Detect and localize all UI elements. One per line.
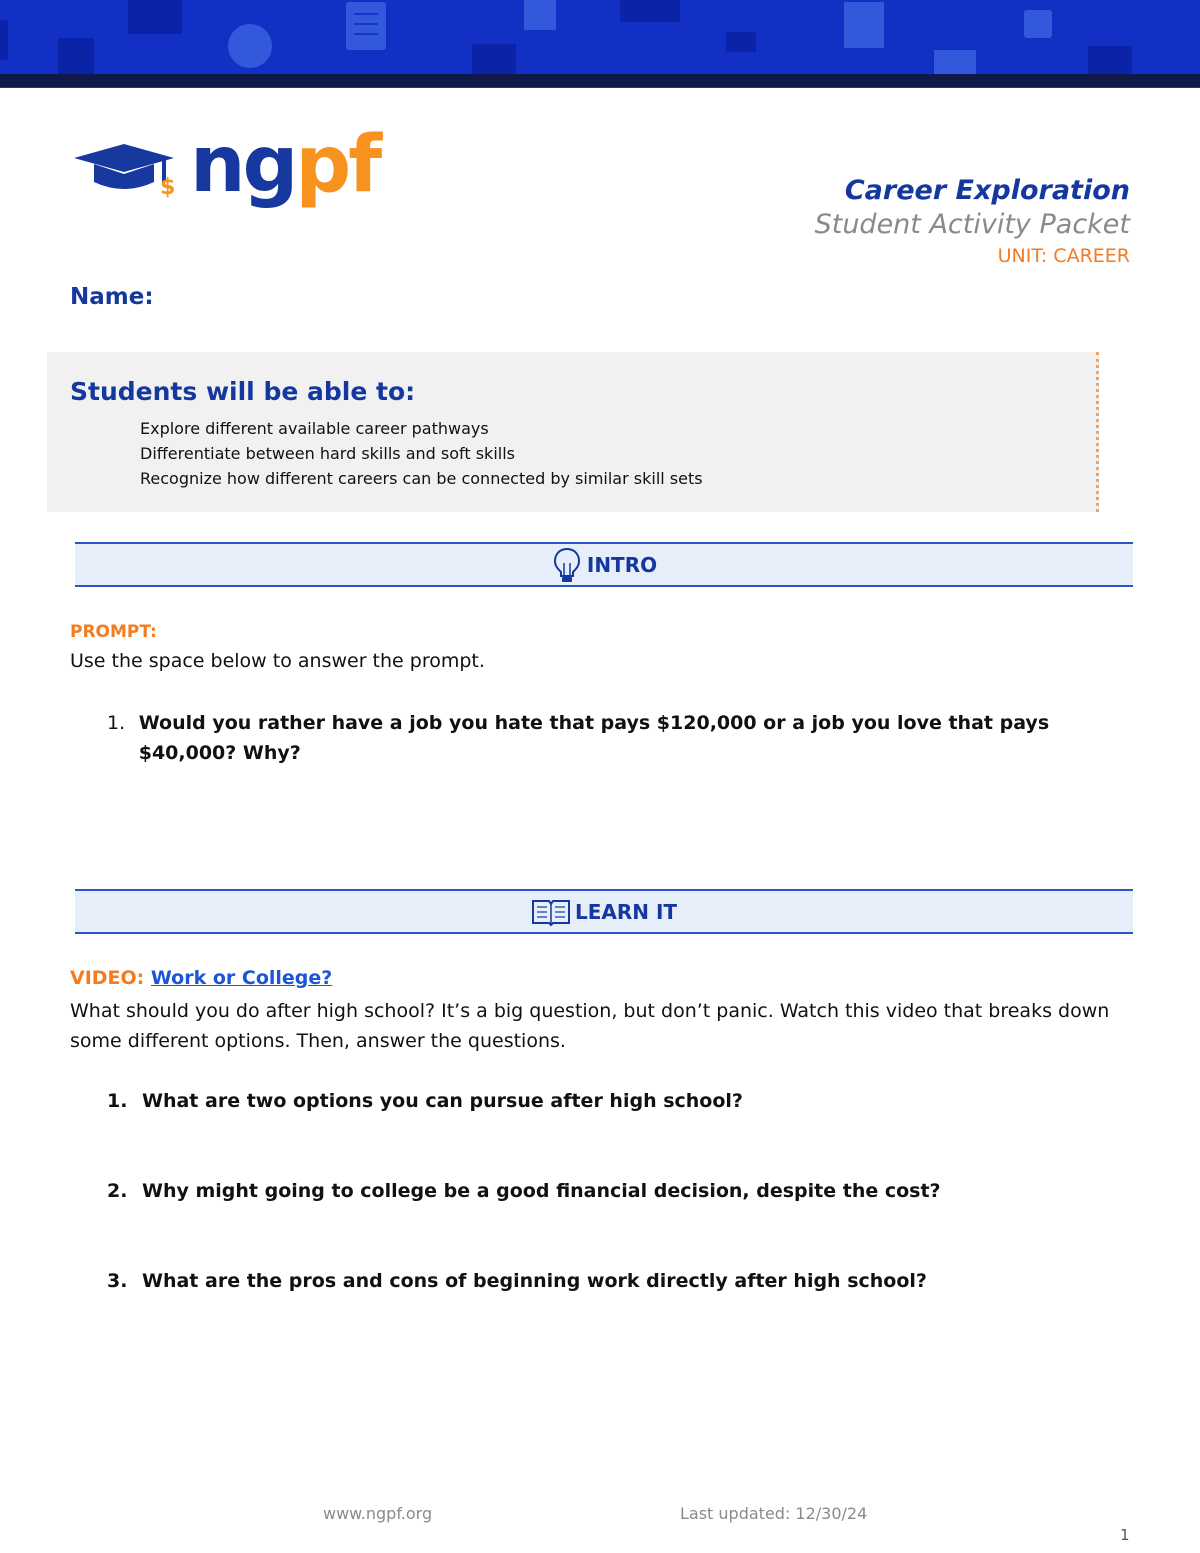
logo-text-accent: pf	[295, 120, 380, 210]
question-text: What are the pros and cons of beginning work directly after high school?	[142, 1270, 927, 1292]
ngpf-logo	[190, 120, 380, 210]
packet-title: Career Exploration	[844, 175, 1130, 206]
intro-section-header	[75, 542, 1133, 587]
question-number: 1.	[107, 1090, 128, 1112]
learn-question	[107, 1176, 1117, 1206]
unit-label: UNIT: CAREER	[997, 245, 1130, 267]
video-heading	[70, 967, 332, 989]
packet-subtitle: Student Activity Packet	[814, 209, 1130, 240]
banner-stripe	[0, 74, 1200, 87]
book-icon	[531, 897, 571, 927]
graduation-cap-icon	[72, 130, 182, 200]
question-number: 2.	[107, 1180, 128, 1202]
objective-item: Differentiate between hard skills and soft skills	[140, 444, 515, 463]
objective-item: Recognize how different careers can be connected by similar skill sets	[140, 469, 703, 488]
question-number: 1.	[107, 712, 126, 734]
objective-item: Explore different available career pathways	[140, 419, 489, 438]
prompt-label: PROMPT:	[70, 622, 157, 642]
question-text: Why might going to college be a good financial decision, despite the cost?	[142, 1180, 941, 1202]
objectives-box	[47, 352, 1099, 512]
objectives-list	[140, 416, 703, 491]
video-label: VIDEO:	[70, 967, 145, 989]
learn-question	[107, 1086, 1117, 1116]
svg-text:$: $	[160, 175, 176, 200]
page-number: 1	[1120, 1526, 1130, 1544]
learn-section-header	[75, 889, 1133, 934]
header-banner	[0, 0, 1200, 88]
learn-section-label: LEARN IT	[574, 899, 678, 924]
question-number: 3.	[107, 1270, 128, 1292]
learn-question	[107, 1266, 1117, 1296]
logo-text-main: ng	[190, 120, 296, 210]
title-block	[815, 174, 1130, 270]
footer-last-updated: Last updated: 12/30/24	[680, 1504, 868, 1523]
question-text: What are two options you can pursue after high school?	[142, 1090, 743, 1112]
intro-question	[107, 708, 1117, 768]
intro-section-label: INTRO	[586, 552, 658, 577]
name-label: Name:	[70, 284, 154, 310]
video-description: What should you do after high school? It’s a big question, but don’t panic. Watch this video that breaks down some different options. Then, answer the questions.	[70, 1000, 1110, 1052]
question-text: Would you rather have a job you hate that pays $120,000 or a job you love that pays $40,000? Why?	[138, 712, 1050, 764]
objectives-title: Students will be able to:	[70, 377, 416, 406]
prompt-instructions: Use the space below to answer the prompt.	[70, 650, 485, 672]
footer-url: www.ngpf.org	[323, 1504, 433, 1523]
banner-pattern	[0, 0, 1200, 74]
video-link[interactable]: Work or College?	[150, 967, 333, 989]
lightbulb-icon	[551, 546, 583, 584]
